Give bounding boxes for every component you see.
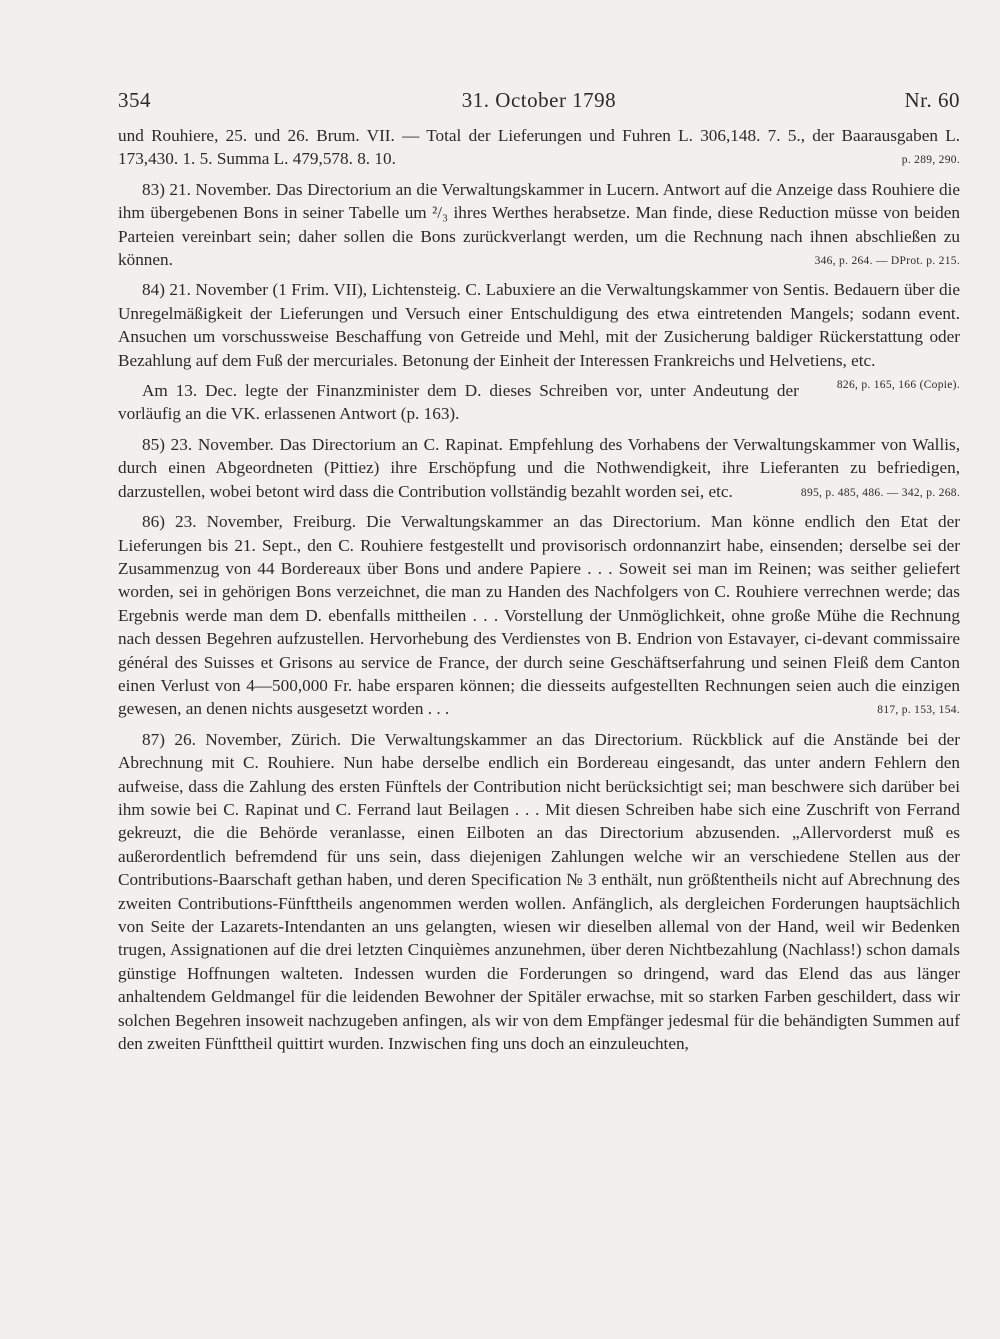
entry-84 (118, 278, 960, 392)
entry-85 (118, 433, 960, 503)
entry-text: 85) 23. November. Das Directorium an C. Rapinat. Empfehlung des Vorhabens der Verwaltungskammer von Wallis, durch einen Abgeordneten (Pittiez) ihre Erschöpfung und die Nothwendigkeit, ihre Lieferanten zu befriedigen, darzustellen, wobei betont wird dass die Contribution vollständig bezahlt worden sei, etc. (118, 434, 960, 501)
entry-87 (118, 728, 960, 1056)
entry-83 (118, 178, 960, 272)
entry-text: und Rouhiere, 25. und 26. Brum. VII. — Total der Lieferungen und Fuhren L. 306,148. 7. 5., der Baarausgaben L. 173,430. 1. 5. Summa L. 479,578. 8. 10. (118, 126, 960, 169)
page-number: 354 (118, 88, 151, 112)
page-body (118, 124, 960, 1062)
entry-text: 86) 23. November, Freiburg. Die Verwaltungskammer an das Directorium. Man könne endlich den Etat der Lieferungen bis 21. Sept., den C. Rouhiere festgestellt und provisorisch ordonnanzirt habe, einsenden; derselbe sei der Zusammenzug von 44 Bordereaux über Bons und andere Papiere . . . Soweit sei man im Reinen; was seither geliefert worden, sei in gehörigen Bons verzeichnet, die man zu Handen des Nachfolgers von C. Rouhiere verrechnen werde; das Ergebnis werde man dem D. ebenfalls mittheilen . . . Vorstellung der Unmöglichkeit, ohne große Mühe die Rechnung nach dessen Begehren aufzustellen. Hervorhebung des Verdienstes von B. Endrion von Estavayer, ci-devant commissaire général des Suisses et Grisons au service de France, der durch seine Geschäftserfahrung und seinen Fleiß dem Canton einen Verlust von 4—500,000 Fr. habe ersparen können; die diesseits aufgestellten Rechnungen seien auch die einzigen gewesen, an denen nichts ausgesetzt worden . . . (118, 512, 960, 719)
running-date: 31. October 1798 (461, 88, 617, 112)
page-header (118, 88, 960, 118)
source-reference: 817, p. 153, 154. (877, 704, 960, 717)
entry-text: 84) 21. November (1 Frim. VII), Lichtensteig. C. Labuxiere an die Verwaltungskammer von Sentis. Bedauern über die Unregelmäßigkeit der Lieferungen und Versuch einer Entschuldigung des etwa eintretenden Mangels; sodann event. Ansuchen um vorschussweise Beschaffung von Getreide und Mehl, mit der Zusicherung baldiger Rückerstattung oder Bezahlung auf dem Fuß der mercuriales. Betonung der Einheit der Interessen Frankreichs und Helvetiens, etc. (118, 280, 960, 370)
entry-86 (118, 510, 960, 721)
source-reference: 895, p. 485, 486. — 342, p. 268. (800, 486, 960, 499)
source-reference: 826, p. 165, 166 (Copie). (836, 379, 960, 392)
source-reference: p. 289, 290. (901, 154, 960, 167)
entry-text: 87) 26. November, Zürich. Die Verwaltungskammer an das Directorium. Rückblick auf die Anstände bei der Abrechnung mit C. Rouhiere. Nun habe derselbe endlich ein Bordereau eingesandt, das unter andern Fehlern den aufweise, dass die Zahlung des ersten Fünftels der Contribution nicht berücksichtigt sei; man beschwere sich darüber bei ihm sowie bei C. Rapinat und C. Ferrand laut Beilagen . . . Mit diesen Schreiben habe sich eine Zuschrift von Ferrand gekreuzt, die die Behörde veranlasse, einen Eilboten an das Directorium abzusenden. „Allervorderst muß es außerordentlich befremdend für uns sein, dass diejenigen Zahlungen welche wir an verschiedene Stellen aus der Contributions-Baarschaft gethan haben, und deren Specification № 3 enthält, nun größtentheils nicht auf Abrechnung des zweiten Contributions-Fünfttheils angenommen werden wollen. Anfänglich, als dergleichen Forderungen hauptsächlich von Seite der Lazarets-Intendanten an uns gelangten, wiesen wir dieselben allemal von der Hand, weil wir Bedenken trugen, Assignationen auf die drei letzten Cinquièmes anzunehmen, über deren Nichtbezahlung (Nachlass!) schon damals günstige Hoffnungen walteten. Indessen wurden die Forderungen so dringend, ward das Elend das aus länger anhaltendem Geldmangel für die leidenden Bewohner der Spitäler erwachse, mit so starken Farben geschildert, dass wir solchen Begehren insoweit nachzugeben anfingen, als wir von dem Empfänger jedesmal für die behändigten Summen auf den zweiten Fünfttheil quittirt wurden. Inzwischen fing uns doch an einzuleuchten, (118, 729, 960, 1054)
source-reference: 346, p. 264. — DProt. p. 215. (814, 255, 960, 268)
entry-text: Am 13. Dec. legte der Finanzminister dem D. dieses Schreiben vor, unter Andeutung der vorläufig an die VK. erlassenen Antwort (p. 163). (118, 381, 799, 424)
entry-text: 83) 21. November. Das Directorium an die Verwaltungskammer in Lucern. Antwort auf die Anzeige dass Rouhiere die ihm übergebenen Bons in seiner Tabelle um ²/₃ ihres Werthes herabsetze. Man finde, diese Reduction müsse von beiden Parteien vereinbart sein; daher sollen die Bons zurückverlangt werden, um die Rechnung nach ihnen abschließen zu können. (118, 179, 960, 270)
document-number: Nr. 60 (904, 88, 960, 112)
entry-continuation (118, 124, 960, 171)
